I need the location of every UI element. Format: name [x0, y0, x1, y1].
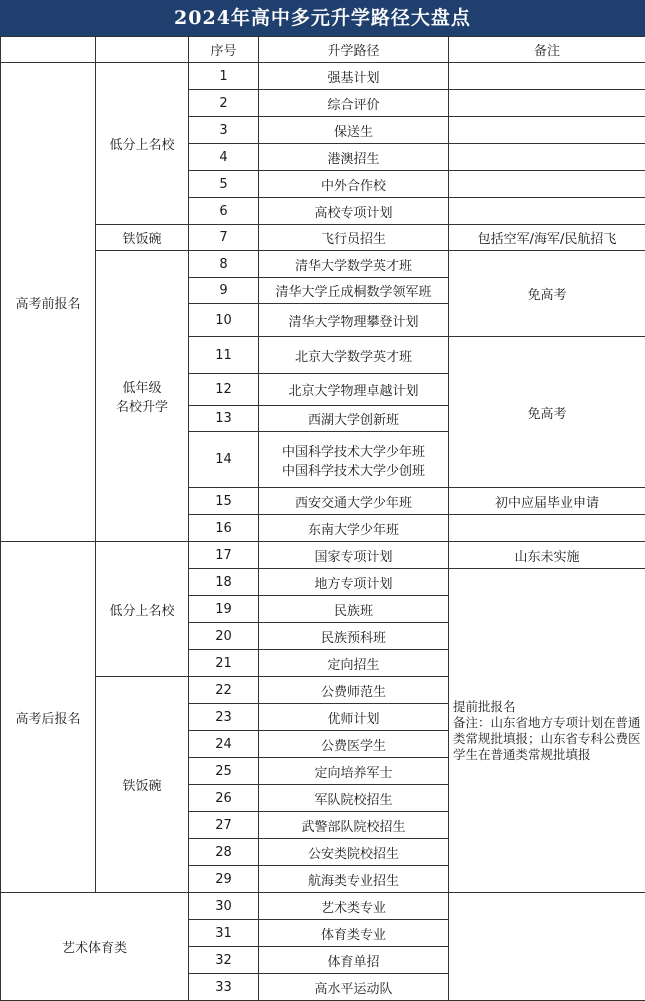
- note-early-batch-title: 提前批报名: [453, 699, 641, 715]
- path-cell: 民族预科班: [259, 623, 449, 650]
- path-cell: 公安类院校招生: [259, 839, 449, 866]
- header-serial: 序号: [189, 37, 259, 63]
- path-cell: 西安交通大学少年班: [259, 488, 449, 515]
- category-post-exam: 高考后报名: [1, 542, 96, 893]
- path-cell: 民族班: [259, 596, 449, 623]
- path-cell: 国家专项计划: [259, 542, 449, 569]
- table-row: [1, 63, 645, 90]
- table-row: [1, 893, 645, 920]
- path-cell: 飞行员招生: [259, 225, 449, 251]
- serial-cell: 2: [189, 90, 259, 117]
- path-line-1: 中国科学技术大学少年班: [259, 441, 448, 460]
- note-cell: [449, 198, 645, 225]
- path-cell: 综合评价: [259, 90, 449, 117]
- sub-young-elite: [96, 251, 189, 542]
- serial-cell: 29: [189, 866, 259, 893]
- path-cell: 公费医学生: [259, 731, 449, 758]
- path-cell: 清华大学数学英才班: [259, 251, 449, 278]
- note-cell: 包括空军/海军/民航招飞: [449, 225, 645, 251]
- path-cell: 体育单招: [259, 947, 449, 974]
- path-line-2: 中国科学技术大学少创班: [259, 460, 448, 479]
- serial-cell: 18: [189, 569, 259, 596]
- serial-cell: 7: [189, 225, 259, 251]
- table-row: [1, 542, 645, 569]
- header-path: 升学路径: [259, 37, 449, 63]
- serial-cell: 11: [189, 337, 259, 374]
- note-cell-early-batch: [449, 569, 645, 893]
- note-early-batch-detail: 备注：山东省地方专项计划在普通类常规批填报；山东省专科公费医学生在普通类常规批填报: [453, 715, 641, 763]
- path-cell: 高水平运动队: [259, 974, 449, 1001]
- serial-cell: 22: [189, 677, 259, 704]
- table-row: [1, 251, 645, 278]
- serial-cell: 14: [189, 432, 259, 488]
- path-cell: 保送生: [259, 117, 449, 144]
- sub-young-elite-line-2: 名校升学: [96, 396, 188, 415]
- path-cell: 高校专项计划: [259, 198, 449, 225]
- path-cell: 体育类专业: [259, 920, 449, 947]
- path-cell: 定向培养军士: [259, 758, 449, 785]
- serial-cell: 33: [189, 974, 259, 1001]
- note-cell: [449, 90, 645, 117]
- serial-cell: 10: [189, 304, 259, 337]
- table-row: [1, 225, 645, 251]
- header-row: [1, 37, 645, 63]
- page-title: 2024年高中多元升学路径大盘点: [0, 0, 645, 36]
- serial-cell: 24: [189, 731, 259, 758]
- path-cell: 北京大学物理卓越计划: [259, 374, 449, 406]
- path-cell: 公费师范生: [259, 677, 449, 704]
- header-blank-2: [96, 37, 189, 63]
- path-cell: 定向招生: [259, 650, 449, 677]
- serial-cell: 32: [189, 947, 259, 974]
- note-cell: [449, 515, 645, 542]
- serial-cell: 28: [189, 839, 259, 866]
- path-cell: 地方专项计划: [259, 569, 449, 596]
- serial-cell: 16: [189, 515, 259, 542]
- note-cell: [449, 63, 645, 90]
- serial-cell: 6: [189, 198, 259, 225]
- note-cell: [449, 893, 645, 1001]
- sub-young-elite-line-1: 低年级: [96, 377, 188, 396]
- serial-cell: 25: [189, 758, 259, 785]
- sub-iron-bowl-2: 铁饭碗: [96, 677, 189, 893]
- serial-cell: 13: [189, 406, 259, 432]
- sub-low-score-1: 低分上名校: [96, 63, 189, 225]
- serial-cell: 12: [189, 374, 259, 406]
- path-cell: 武警部队院校招生: [259, 812, 449, 839]
- serial-cell: 27: [189, 812, 259, 839]
- path-cell: 东南大学少年班: [259, 515, 449, 542]
- serial-cell: 21: [189, 650, 259, 677]
- pathway-table: [0, 36, 645, 1001]
- path-cell: 清华大学物理攀登计划: [259, 304, 449, 337]
- serial-cell: 4: [189, 144, 259, 171]
- path-cell: 艺术类专业: [259, 893, 449, 920]
- note-cell-exam-free-1: 免高考: [449, 251, 645, 337]
- serial-cell: 1: [189, 63, 259, 90]
- serial-cell: 15: [189, 488, 259, 515]
- serial-cell: 23: [189, 704, 259, 731]
- serial-cell: 20: [189, 623, 259, 650]
- note-cell-exam-free-2: 免高考: [449, 337, 645, 488]
- serial-cell: 17: [189, 542, 259, 569]
- path-cell: 优师计划: [259, 704, 449, 731]
- path-cell: 中外合作校: [259, 171, 449, 198]
- note-cell: 初中应届毕业申请: [449, 488, 645, 515]
- note-cell: [449, 117, 645, 144]
- serial-cell: 19: [189, 596, 259, 623]
- serial-cell: 5: [189, 171, 259, 198]
- header-blank-1: [1, 37, 96, 63]
- serial-cell: 8: [189, 251, 259, 278]
- note-cell: [449, 144, 645, 171]
- sub-iron-bowl-1: 铁饭碗: [96, 225, 189, 251]
- serial-cell: 31: [189, 920, 259, 947]
- path-cell: 西湖大学创新班: [259, 406, 449, 432]
- header-note: 备注: [449, 37, 645, 63]
- serial-cell: 3: [189, 117, 259, 144]
- category-arts-sports: 艺术体育类: [1, 893, 189, 1001]
- path-cell: 港澳招生: [259, 144, 449, 171]
- note-cell: 山东未实施: [449, 542, 645, 569]
- path-cell: [259, 432, 449, 488]
- serial-cell: 26: [189, 785, 259, 812]
- category-pre-exam: 高考前报名: [1, 63, 96, 542]
- path-cell: 北京大学数学英才班: [259, 337, 449, 374]
- path-cell: 强基计划: [259, 63, 449, 90]
- note-cell: [449, 171, 645, 198]
- serial-cell: 9: [189, 278, 259, 304]
- sub-low-score-2: 低分上名校: [96, 542, 189, 677]
- path-cell: 军队院校招生: [259, 785, 449, 812]
- path-cell: 清华大学丘成桐数学领军班: [259, 278, 449, 304]
- path-cell: 航海类专业招生: [259, 866, 449, 893]
- serial-cell: 30: [189, 893, 259, 920]
